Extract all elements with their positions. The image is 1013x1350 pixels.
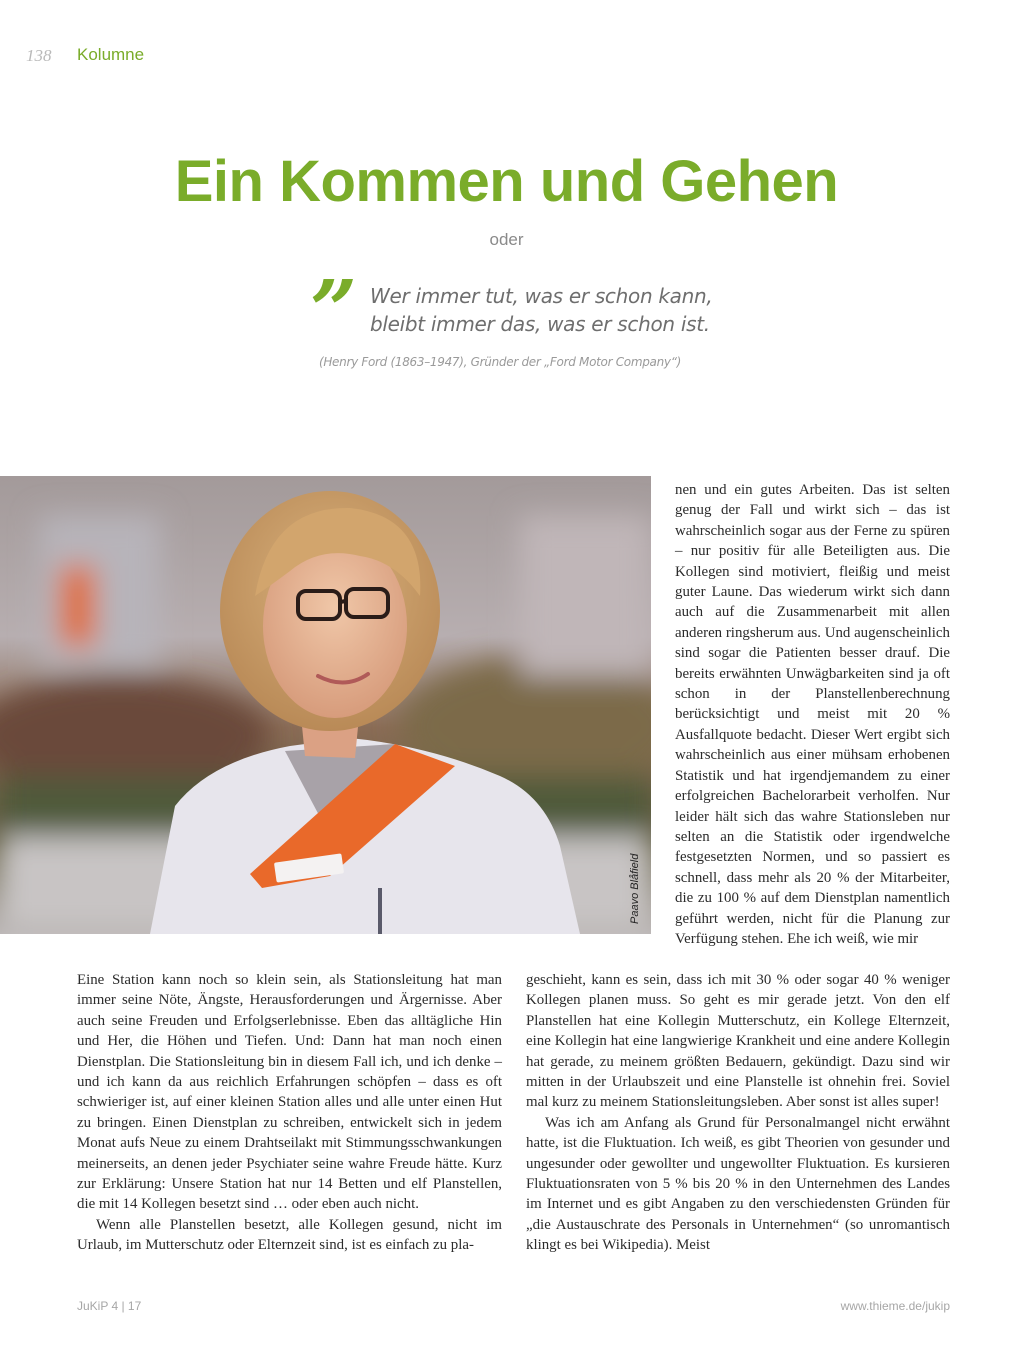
page-number: 138 <box>26 46 52 65</box>
article-column-middle <box>526 970 950 1256</box>
journal-url: www.thieme.de/jukip <box>840 1299 950 1313</box>
paragraph: geschieht, kann es sein, dass ich mit 30 % oder sogar 40 % weniger Kollegen planen muss. So geht es mir gerade jetzt. Von den elf Planstellen hat eine Kollegin Mutterschutz, ein Kollege Elternzeit, eine Kollegin hat eine langwierige Krankheit und eine andere Kollegin hat gerade, zu meinem größten Bedauern, gekündigt. Dazu sind wir mitten in der Urlaubszeit und eine Planstelle ist ohnehin frei. Soviel mal kurz zu meinem Stationsleitungsleben. Aber sonst ist alles super! <box>526 972 950 1111</box>
article-column-left <box>77 970 502 1256</box>
article-subtitle: oder <box>489 230 524 249</box>
quote-line: bleibt immer das, was er schon ist. <box>370 312 710 336</box>
portrait-photo <box>0 476 651 934</box>
quote-source: (Henry Ford (1863–1947), Gründer der „Ford Motor Company“) <box>318 355 682 369</box>
paragraph: Was ich am Anfang als Grund für Personalmangel nicht erwähnt hatte, ist die Fluktuation. Ich weiß, es gibt Theorien von gesunder und ungesunder oder gewollter und ungewollter Fluktuation. Es kursieren Fluktuationsraten von 5 % bis 20 % in den Unternehmen des Landes im Internet und es gibt Angaben zu den verschiedensten Gründen für „die Austauschrate des Personals in Unternehmen“ (so unromantisch klingt es bei Wikipedia). Meist <box>526 1114 950 1254</box>
photo-credit: Paavo Blåfield <box>629 853 641 924</box>
quote-line: Wer immer tut, was er schon kann, <box>370 284 713 308</box>
quote-mark-icon: ” <box>310 263 358 359</box>
paragraph: nen und ein gutes Arbeiten. Das ist selten genug der Fall und wirkt sich – das ist wahrscheinlich sogar aus der Ferne zu spüren – nur positiv für alle Beteiligten aus. Die Kollegen sind motiviert, fleißig und meist guter Laune. Das wiederum wirkt sich dann auch auf die Zusammenarbeit mit allen anderen ringsherum aus. Und augenscheinlich sind sogar die Patienten besser drauf. Die bereits erwähnten Unwägbarkeiten sind ja oft schon in der Planstellenberechnung berücksichtigt und meist mit 20 % Ausfallquote bedacht. Dieser Wert ergibt sich wahrscheinlich aus einer mühsam erhobenen Statistik und hat irgendjemandem zu einer erfolgreichen Bachelorarbeit verholfen. Nur leider hält sich das wahre Stationsleben nur selten an die Statistik oder irgendwelche festgesetzten Normen, und so passiert es schnell, dass mehr als 20 % der Mitarbeiter, die zu 100 % auf dem Dienstplan namentlich geführt werden, nicht für die Planung zur Verfügung stehen. Ehe ich weiß, wie mir <box>675 482 950 947</box>
section-label: Kolumne <box>77 45 145 64</box>
epigraph-quote <box>370 282 712 338</box>
article-column-right <box>675 480 950 949</box>
paragraph: Eine Station kann noch so klein sein, als Stationsleitung hat man immer seine Nöte, Ängste, Herausforderungen und Ärgernisse. Aber auch seine Freuden und Erfolgserlebnisse. Eben das alltägliche Hin und Her, die Höhen und Tiefen. Und: Dann hat man noch einen Dienstplan. Die Stationsleitung bin in diesem Fall ich, und ich denke – und ich kann da aus reichlich Erfahrungen schöpfen – dass es oft schwieriger ist, auf einer kleinen Station alles und alle unter einen Hut zu bringen. Einen Dienstplan zu schreiben, entwickelt sich in jedem Monat aufs Neue zu einem Drahtseilakt mit Stimmungsschwankungen meinerseits, an denen jeder Psychiater seine wahre Freude hätte. Kurz zur Erklärung: Unsere Station hat nur 14 Betten und elf Planstellen, die mit 14 Kollegen besetzt sind … oder eben auch nicht. <box>77 972 502 1213</box>
paragraph: Wenn alle Planstellen besetzt, alle Kollegen gesund, nicht im Urlaub, im Mutterschutz oder Elternzeit sind, ist es einfach zu pla- <box>77 1216 502 1254</box>
article-title: Ein Kommen und Gehen <box>174 149 839 214</box>
journal-issue: JuKiP 4 | 17 <box>77 1299 142 1313</box>
